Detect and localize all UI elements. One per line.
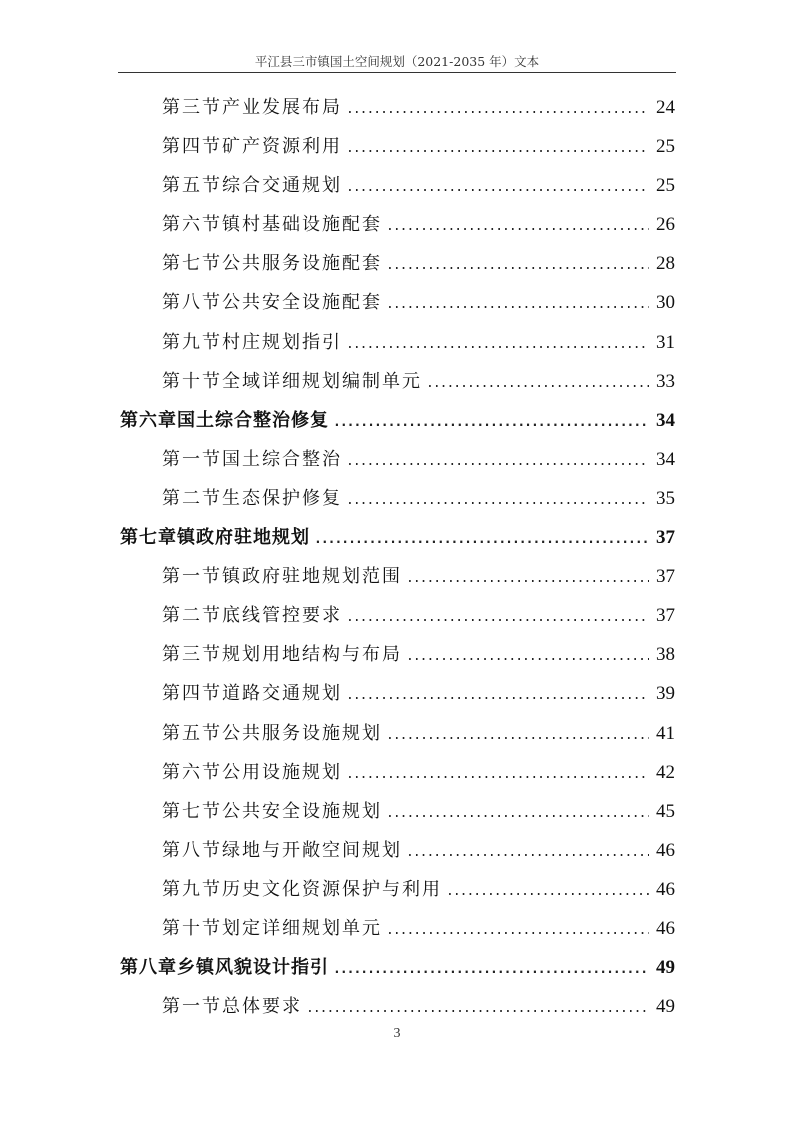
toc-entry-page: 37 [656,527,675,549]
running-header: 平江县三市镇国土空间规划（2021-2035 年）文本 [254,54,540,69]
toc-entry-title: 底线管控要求 [222,605,342,627]
toc-entry-page: 26 [656,214,675,236]
toc-entry-page: 25 [656,136,675,158]
toc-section-entry[interactable] [120,596,675,635]
toc-section-entry[interactable] [120,870,675,909]
toc-entry-title: 公共服务设施配套 [222,253,382,275]
toc-entry-number: 第八节 [162,292,222,314]
dot-leader [346,442,649,481]
toc-entry-page: 45 [656,800,675,822]
toc-entry-page: 38 [656,644,675,666]
dot-leader [346,90,649,129]
toc-entry-page: 31 [656,331,675,353]
toc-section-entry[interactable] [120,166,675,205]
toc-entry-number: 第一节 [162,996,222,1018]
toc-chapter-entry[interactable] [120,948,675,987]
toc-entry-number: 第五节 [162,722,222,744]
toc-section-entry[interactable] [120,323,675,362]
toc-entry-title: 划定详细规划单元 [222,917,382,939]
toc-entry-number: 第六章 [120,409,177,431]
toc-entry-page: 49 [656,996,675,1018]
toc-entry-page: 35 [656,487,675,509]
toc-entry-page: 25 [656,175,675,197]
toc-entry-number: 第一节 [162,566,222,588]
toc-entry-number: 第七章 [120,527,177,549]
dot-leader [346,755,649,794]
toc-entry-page: 41 [656,722,675,744]
toc-section-entry[interactable] [120,244,675,283]
page-number: 3 [393,1026,401,1041]
toc-section-entry[interactable] [120,479,675,518]
toc-section-entry[interactable] [120,909,675,948]
toc-entry-title: 生态保护修复 [222,487,342,509]
toc-entry-number: 第五节 [162,175,222,197]
dot-leader [386,794,649,833]
dot-leader [426,364,649,403]
toc-section-entry[interactable] [120,714,675,753]
toc-entry-page: 37 [656,605,675,627]
table-of-contents [120,88,675,1026]
dot-leader [446,872,649,911]
toc-entry-title: 历史文化资源保护与利用 [222,878,442,900]
dot-leader [406,637,649,676]
dot-leader [406,559,649,598]
toc-entry-number: 第四节 [162,136,222,158]
toc-entry-page: 34 [656,448,675,470]
toc-section-entry[interactable] [120,440,675,479]
toc-entry-number: 第七节 [162,253,222,275]
toc-entry-page: 30 [656,292,675,314]
toc-entry-page: 46 [656,917,675,939]
dot-leader [314,520,649,559]
dot-leader [386,207,649,246]
toc-entry-page: 49 [656,957,675,979]
toc-section-entry[interactable] [120,792,675,831]
dot-leader [333,950,649,989]
toc-entry-number: 第三节 [162,97,222,118]
dot-leader [346,598,649,637]
dot-leader [386,716,649,755]
toc-entry-title: 公共服务设施规划 [222,722,382,744]
toc-entry-title: 道路交通规划 [222,683,342,705]
toc-section-entry[interactable] [120,635,675,674]
toc-section-entry[interactable] [120,753,675,792]
toc-entry-title: 绿地与开敞空间规划 [222,839,402,861]
toc-entry-page: 34 [656,409,675,431]
dot-leader [346,481,649,520]
toc-entry-number: 第九节 [162,331,222,353]
toc-entry-title: 国土综合整治 [222,448,342,470]
toc-entry-title: 矿产资源利用 [222,136,342,158]
toc-entry-number: 第一节 [162,448,222,470]
toc-entry-page: 37 [656,566,675,588]
toc-section-entry[interactable] [120,674,675,713]
toc-entry-page: 39 [656,683,675,705]
toc-entry-number: 第八章 [120,957,177,979]
toc-entry-page: 46 [656,878,675,900]
toc-entry-title: 综合交通规划 [222,175,342,197]
toc-entry-title: 镇政府驻地规划范围 [222,566,402,588]
toc-section-entry[interactable] [120,283,675,322]
toc-entry-number: 第九节 [162,878,222,900]
dot-leader [386,911,649,950]
toc-section-entry[interactable] [120,127,675,166]
toc-entry-number: 第七节 [162,800,222,822]
toc-entry-title: 总体要求 [222,996,302,1018]
toc-section-entry[interactable] [120,88,675,127]
toc-section-entry[interactable] [120,557,675,596]
dot-leader [346,168,649,207]
toc-entry-number: 第四节 [162,683,222,705]
toc-section-entry[interactable] [120,987,675,1026]
toc-entry-number: 第六节 [162,214,222,236]
dot-leader [346,676,649,715]
toc-entry-title: 产业发展布局 [222,97,342,118]
toc-entry-page: 42 [656,761,675,783]
toc-entry-number: 第八节 [162,839,222,861]
dot-leader [386,285,649,324]
toc-entry-title: 全域详细规划编制单元 [222,370,422,392]
dot-leader [346,129,649,168]
toc-section-entry[interactable] [120,205,675,244]
dot-leader [406,833,649,872]
toc-entry-page: 33 [656,370,675,392]
toc-entry-number: 第十节 [162,370,222,392]
toc-entry-title: 镇村基础设施配套 [222,214,382,236]
toc-section-entry[interactable] [120,831,675,870]
toc-entry-page: 28 [656,253,675,275]
dot-leader [306,989,649,1028]
toc-entry-title: 公共安全设施规划 [222,800,382,822]
toc-entry-title: 公用设施规划 [222,761,342,783]
header-rule [118,72,676,73]
toc-entry-title: 规划用地结构与布局 [222,644,402,666]
toc-section-entry[interactable] [120,362,675,401]
dot-leader [346,325,649,364]
toc-entry-page: 24 [656,97,675,118]
toc-entry-number: 第二节 [162,605,222,627]
toc-entry-number: 第六节 [162,761,222,783]
toc-entry-number: 第三节 [162,644,222,666]
toc-entry-title: 乡镇风貌设计指引 [177,957,329,979]
toc-entry-title: 镇政府驻地规划 [177,527,310,549]
toc-chapter-entry[interactable] [120,401,675,440]
toc-entry-number: 第二节 [162,487,222,509]
toc-entry-title: 公共安全设施配套 [222,292,382,314]
toc-entry-title: 国土综合整治修复 [177,409,329,431]
toc-entry-page: 46 [656,839,675,861]
toc-chapter-entry[interactable] [120,518,675,557]
dot-leader [333,403,649,442]
dot-leader [386,246,649,285]
toc-entry-title: 村庄规划指引 [222,331,342,353]
toc-entry-number: 第十节 [162,917,222,939]
